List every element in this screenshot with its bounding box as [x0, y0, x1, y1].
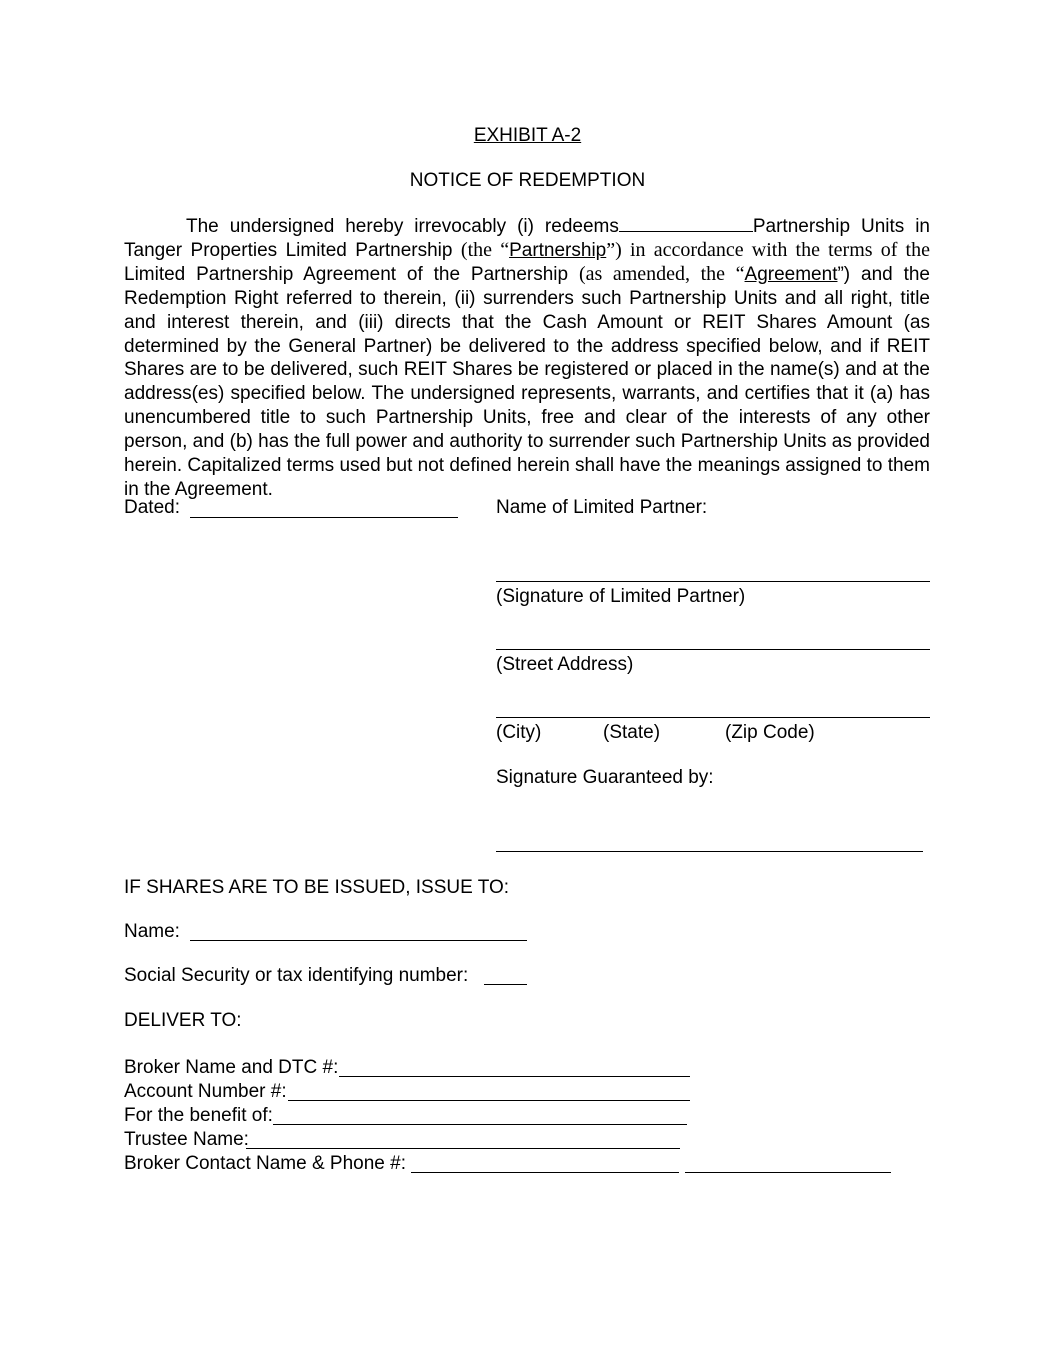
- guarantor-line[interactable]: [496, 851, 923, 852]
- issue-heading: IF SHARES ARE TO BE ISSUED, ISSUE TO:: [124, 877, 510, 898]
- paragraph-text-e: Limited Partnership Agreement of the Partnership: [124, 263, 579, 285]
- benefit-of-line[interactable]: [273, 1124, 687, 1125]
- city-state-zip-line[interactable]: [496, 717, 930, 718]
- paragraph-text-g: ”) and the Redemption Right referred to therein, (ii) surrenders such Partnership Units and all right, title and interest therein, and (iii) directs that the Cash Amount or REIT Shares Amount (as determined by the General Partner) be delivered to the address specified below, and if REIT Shares are to be delivered, such REIT Shares be registered or placed in the name(s) and at the address(es) specified below. The undersigned represents, warrants, and certifies that it (a) has unencumbered title to such Partnership Units, free and clear of the interests of any other person, and (b) has the full power and authority to surrender such Partnership Units as provided herein. Capitalized terms used but not defined herein shall have the meanings assigned to them in the Agreement.: [124, 263, 930, 500]
- paragraph-text-d: ”) in accordance with the terms of the: [606, 238, 930, 261]
- dated-label: Dated:: [124, 497, 180, 518]
- signature-label: (Signature of Limited Partner): [496, 586, 746, 607]
- signature-line[interactable]: [496, 581, 930, 582]
- ssn-line[interactable]: [484, 984, 527, 985]
- units-blank[interactable]: [619, 214, 753, 232]
- trustee-name-line[interactable]: [246, 1148, 680, 1149]
- lp-name-label: Name of Limited Partner:: [496, 497, 708, 518]
- deliver-heading: DELIVER TO:: [124, 1010, 242, 1031]
- broker-contact-phone-line[interactable]: [685, 1172, 891, 1173]
- partnership-defined-term: Partnership: [509, 239, 607, 261]
- paragraph-text-f: (as amended, the “: [578, 262, 745, 285]
- notice-title: NOTICE OF REDEMPTION: [409, 170, 646, 191]
- zip-label: (Zip Code): [725, 722, 815, 743]
- exhibit-title: EXHIBIT A-2: [473, 125, 582, 146]
- street-address-line[interactable]: [496, 649, 930, 650]
- state-label: (State): [603, 722, 661, 743]
- signature-guaranteed-label: Signature Guaranteed by:: [496, 767, 714, 788]
- name-line[interactable]: [190, 940, 527, 941]
- broker-dtc-label: Broker Name and DTC #:: [124, 1057, 339, 1078]
- street-address-label: (Street Address): [496, 654, 634, 675]
- broker-dtc-line[interactable]: [339, 1076, 690, 1077]
- city-label: (City): [496, 722, 542, 743]
- dated-line[interactable]: [190, 517, 458, 518]
- broker-contact-name-line[interactable]: [411, 1172, 679, 1173]
- agreement-defined-term: Agreement: [744, 263, 838, 285]
- account-number-label: Account Number #:: [124, 1081, 287, 1102]
- broker-contact-label: Broker Contact Name & Phone #:: [124, 1153, 406, 1174]
- paragraph-text-a: The undersigned hereby irrevocably (i) redeems: [186, 216, 619, 237]
- benefit-of-label: For the benefit of:: [124, 1105, 273, 1126]
- ssn-label: Social Security or tax identifying number:: [124, 965, 469, 986]
- paragraph-text-b: Partnership Units in Tanger Properties Limited Partnership: [124, 216, 931, 261]
- redemption-paragraph: [124, 214, 930, 502]
- name-label: Name:: [124, 921, 180, 942]
- trustee-name-label: Trustee Name:: [124, 1129, 249, 1150]
- paragraph-text-c: (the “: [460, 238, 510, 261]
- account-number-line[interactable]: [288, 1100, 690, 1101]
